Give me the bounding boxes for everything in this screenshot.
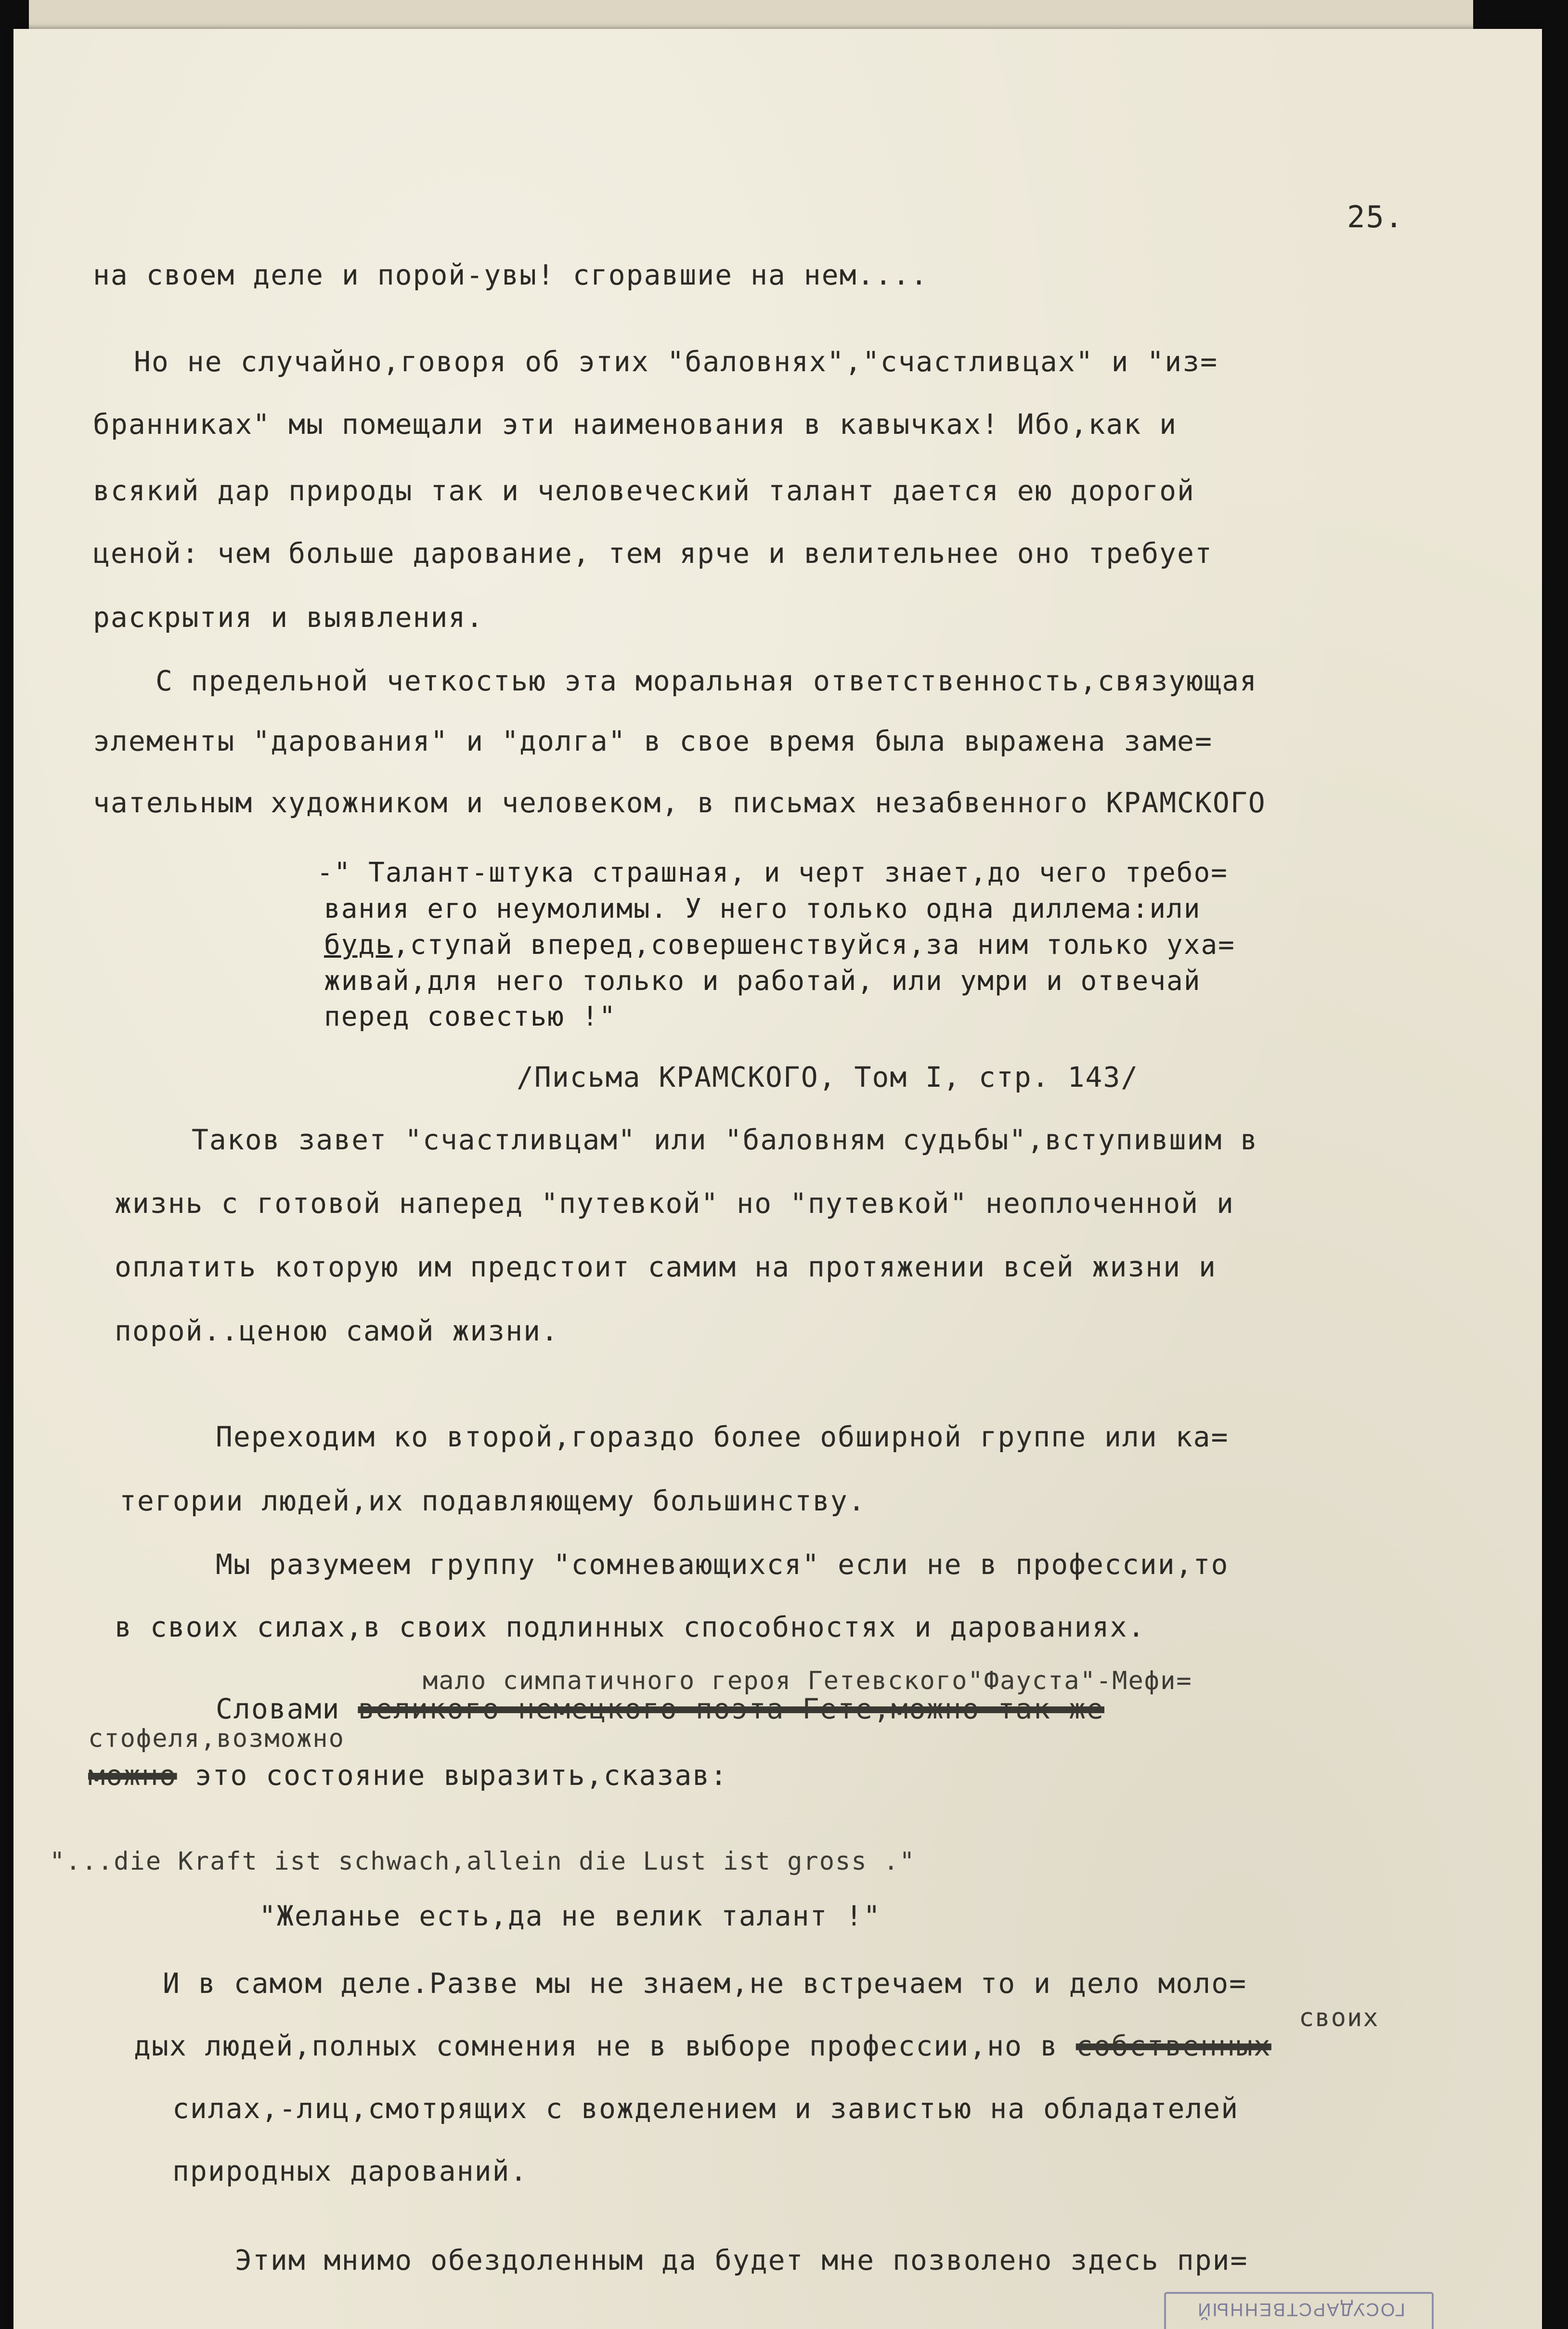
paragraph-4-line-1: Таков завет "счастливцам" или "баловням судьбы",вступившим в [192, 1123, 1258, 1156]
paragraph-8-line-2 [134, 2032, 1271, 2060]
quote-1-line-4: живай,для него только и работай, или умри и отвечай [324, 965, 1201, 997]
paragraph-9: Этим мнимо обездоленным да будет мне позволено здесь при= [235, 2244, 1248, 2277]
paragraph-8-line-1: И в самом деле.Разве мы не знаем,не встречаем то и дело моло= [163, 1967, 1247, 2000]
paragraph-2-line-2: бранниках" мы помещали эти наименования в кавычках! Ибо,как и [93, 408, 1178, 441]
paragraph-7-line-end: это состояние выразить,сказав: [177, 1759, 728, 1792]
quote-1-line-3 [324, 929, 1235, 961]
paragraph-2-line-3: всякий дар природы так и человеческий талант дается ею дорогой [93, 474, 1195, 507]
paragraph-7-line-start: Словами [216, 1692, 358, 1725]
paragraph-7-insert-below: стофеля,возможно [88, 1724, 345, 1753]
paragraph-4-line-3: оплатить которую им предстоит самим на протяжении всей жизни и [115, 1250, 1217, 1283]
quote-1-underlined-word: будь [324, 929, 393, 961]
quote-1-line-2: вания его неумолимы. У него только одна диллема:или [324, 893, 1201, 924]
paragraph-2-line-5: раскрытия и выявления. [93, 601, 484, 634]
german-quote: "...die Kraft ist schwach,allein die Lust ist gross ." [50, 1847, 916, 1876]
citation: /Письма КРАМСКОГО, Том I, стр. 143/ [517, 1061, 1139, 1093]
paragraph-7-line-2 [88, 1759, 728, 1792]
quote-1-line-3-text: ,ступай вперед,совершенствуйся,за ним только уха= [392, 929, 1235, 961]
paragraph-7-line-1 [216, 1692, 1104, 1725]
paragraph-7-struck-start: можно [88, 1759, 177, 1792]
paragraph-8-insert: своих [1299, 2004, 1379, 2032]
paragraph-6-line-1: Мы разумеем группу "сомневающихся" если не в профессии,то [216, 1548, 1229, 1581]
paragraph-8-struck: собственных [1076, 2030, 1271, 2062]
paragraph-2-line-1: Но не случайно,говоря об этих "баловнях","счастливцах" и "из= [134, 345, 1218, 378]
paragraph-6-line-2: в своих силах,в своих подлинных способностях и дарованиях. [115, 1611, 1146, 1643]
quote-1-line-5: перед совестью !" [324, 1001, 617, 1032]
paragraph-3-line-3: чательным художником и человеком, в письмах незабвенного КРАМСКОГО [93, 786, 1266, 819]
paragraph-4-line-2: жизнь с готовой наперед "путевкой" но "путевкой" неоплоченной и [115, 1187, 1234, 1220]
paragraph-8-line-3: силах,-лиц,смотрящих с вожделением и завистью на обладателей [172, 2092, 1239, 2125]
paragraph-5-line-2: тегории людей,их подавляющему большинству. [119, 1484, 866, 1517]
paragraph-3-line-2: элементы "дарования" и "долга" в свое время была выражена заме= [93, 725, 1213, 757]
paragraph-7-struck-text: великого немецкого поэта Гете,можно так же [358, 1692, 1104, 1725]
russian-quote: "Желанье есть,да не велик талант !" [259, 1900, 881, 1932]
paragraph-8-line-2-start: дых людей,полных сомнения не в выборе профессии,но в [134, 2030, 1076, 2062]
paragraph-8-line-4: природных дарований. [172, 2155, 528, 2187]
paragraph-5-line-1: Переходим ко второй,гораздо более обширной группе или ка= [216, 1420, 1229, 1453]
archive-stamp [1164, 2292, 1434, 2329]
quote-1-line-1: -" Талант-штука страшная, и черт знает,до чего требо= [317, 857, 1228, 888]
paragraph-2-line-4: ценой: чем больше дарование, тем ярче и велительнее оно требует [93, 537, 1213, 570]
archive-stamp-text: ГОСУДАРСТВЕННЫЙ [1196, 2299, 1405, 2319]
typewritten-page [13, 29, 1542, 2329]
paragraph-1: на своем деле и порой-увы! сгоравшие на нем.... [93, 259, 929, 291]
paragraph-3-line-1: С предельной четкостью эта моральная ответственность,связующая [156, 664, 1257, 697]
page-number: 25. [1347, 199, 1404, 234]
paragraph-7-insert-above: мало симпатичного героя Гетевского"Фауста"-Мефи= [423, 1666, 1192, 1695]
paragraph-4-line-4: порой..ценою самой жизни. [115, 1314, 559, 1347]
